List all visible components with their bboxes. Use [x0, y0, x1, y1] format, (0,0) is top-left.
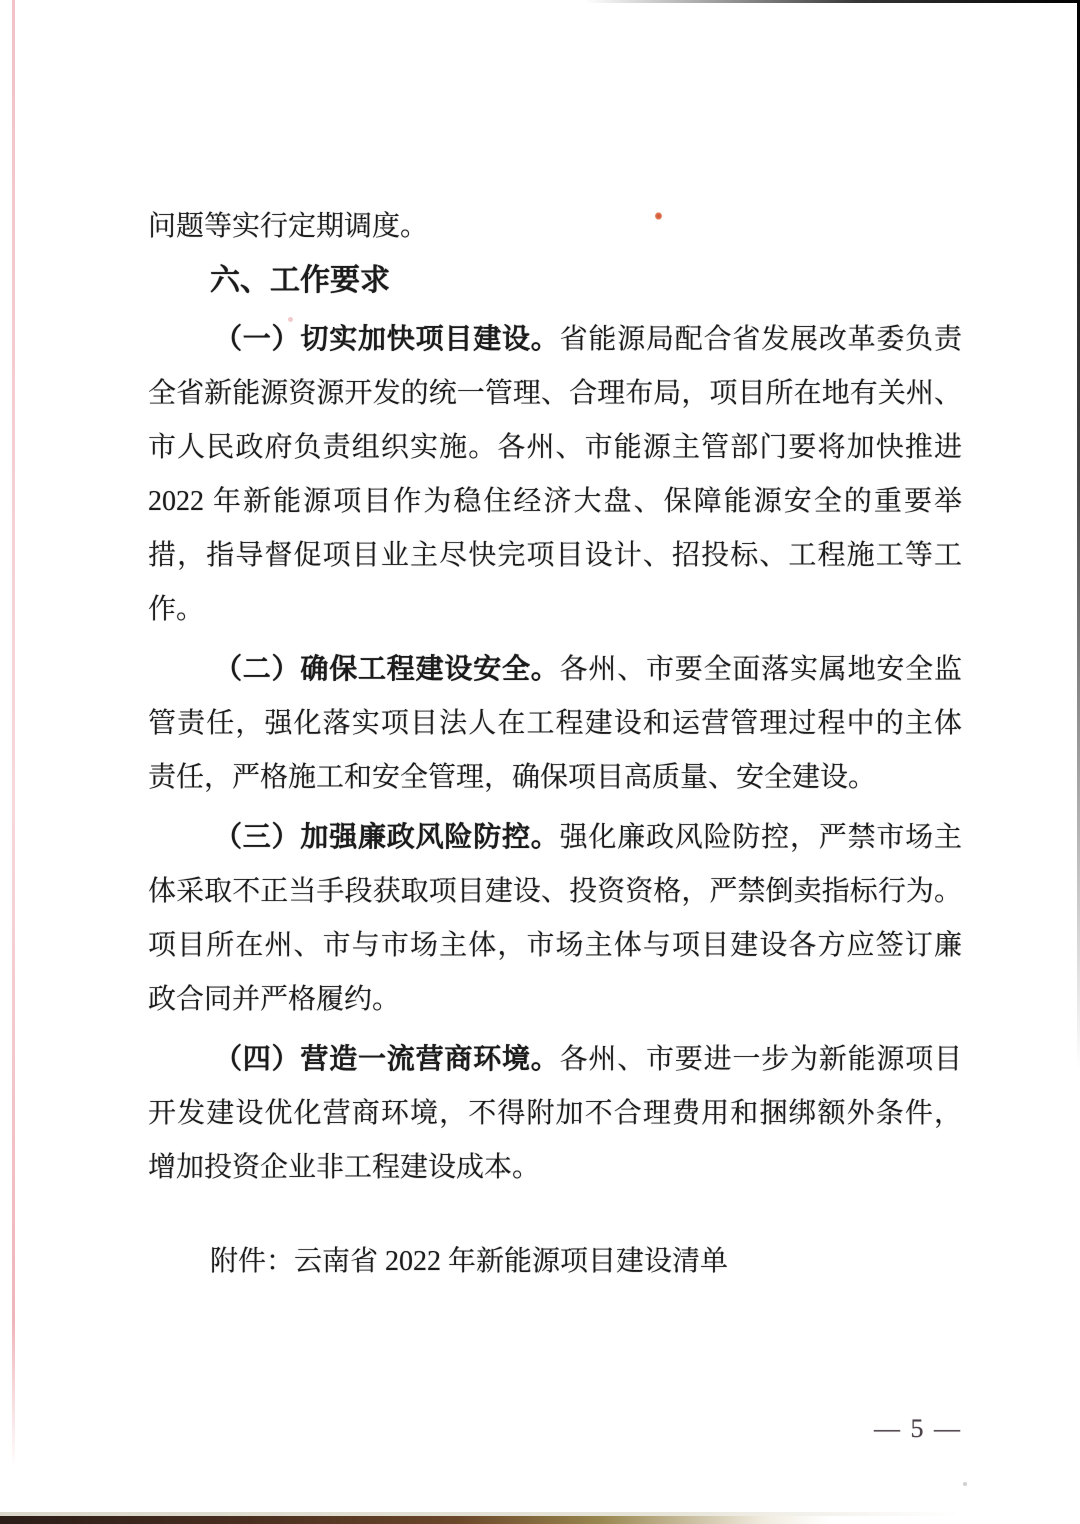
- paragraph-lead: （一）切实加快项目建设。: [214, 324, 560, 355]
- paragraph-lead: （四）营造一流营商环境。: [214, 1044, 560, 1075]
- text-line: 管责任，强化落实项目法人在工程建设和运营管理过程中的主体: [148, 708, 962, 739]
- scan-artifact-left-edge: [12, 0, 15, 1468]
- text-line: 项目所在州、市与市场主体，市场主体与项目建设各方应签订廉: [148, 930, 962, 961]
- paragraph-4: [148, 1033, 962, 1195]
- text-line: [148, 313, 962, 367]
- paragraph-3: [148, 811, 962, 1027]
- text-line: 政合同并严格履约。: [148, 984, 401, 1015]
- paragraph-text: 各州、市要全面落实属地安全监: [559, 654, 962, 685]
- text-line: 市人民政府负责组织实施。各州、市能源主管部门要将加快推进: [148, 432, 962, 463]
- text-line: 责任，严格施工和安全管理，确保项目高质量、安全建设。: [148, 762, 877, 793]
- text-line: 2022 年新能源项目作为稳住经济大盘、保障能源安全的重要举: [148, 486, 962, 517]
- scan-speck-gray: [963, 1482, 967, 1486]
- paragraph-lead: （三）加强廉政风险防控。: [214, 822, 560, 853]
- text-line: 体采取不正当手段获取项目建设、投资资格，严禁倒卖指标行为。: [148, 876, 962, 907]
- paragraph-text: 强化廉政风险防控，严禁市场主: [559, 822, 962, 853]
- attachment-line: 附件：云南省 2022 年新能源项目建设清单: [210, 1246, 729, 1277]
- text-line: [148, 811, 962, 865]
- scan-artifact-top-edge: [585, 0, 1080, 3]
- text-line: 全省新能源资源开发的统一管理、合理布局，项目所在地有关州、: [148, 378, 962, 409]
- text-line: 开发建设优化营商环境，不得附加不合理费用和捆绑额外条件，: [148, 1098, 962, 1129]
- document-body: [148, 200, 962, 1289]
- scan-artifact-bottom-edge: [0, 1516, 830, 1524]
- text-line: 增加投资企业非工程建设成本。: [148, 1152, 541, 1183]
- section-heading: 六、工作要求: [210, 264, 390, 297]
- paragraph-lead: （二）确保工程建设安全。: [214, 654, 560, 685]
- paragraph-1: [148, 313, 962, 637]
- carryover-text-line: 问题等实行定期调度。: [148, 211, 429, 242]
- page-number: — 5 —: [874, 1414, 962, 1443]
- text-line: [148, 643, 962, 697]
- text-line: [148, 1033, 962, 1087]
- paragraph-2: [148, 643, 962, 805]
- text-line: 措，指导督促项目业主尽快完项目设计、招投标、工程施工等工: [148, 540, 962, 571]
- paragraph-text: 省能源局配合省发展改革委负责: [559, 324, 962, 355]
- paragraph-text: 各州、市要进一步为新能源项目: [559, 1044, 962, 1075]
- text-line: 作。: [148, 594, 205, 625]
